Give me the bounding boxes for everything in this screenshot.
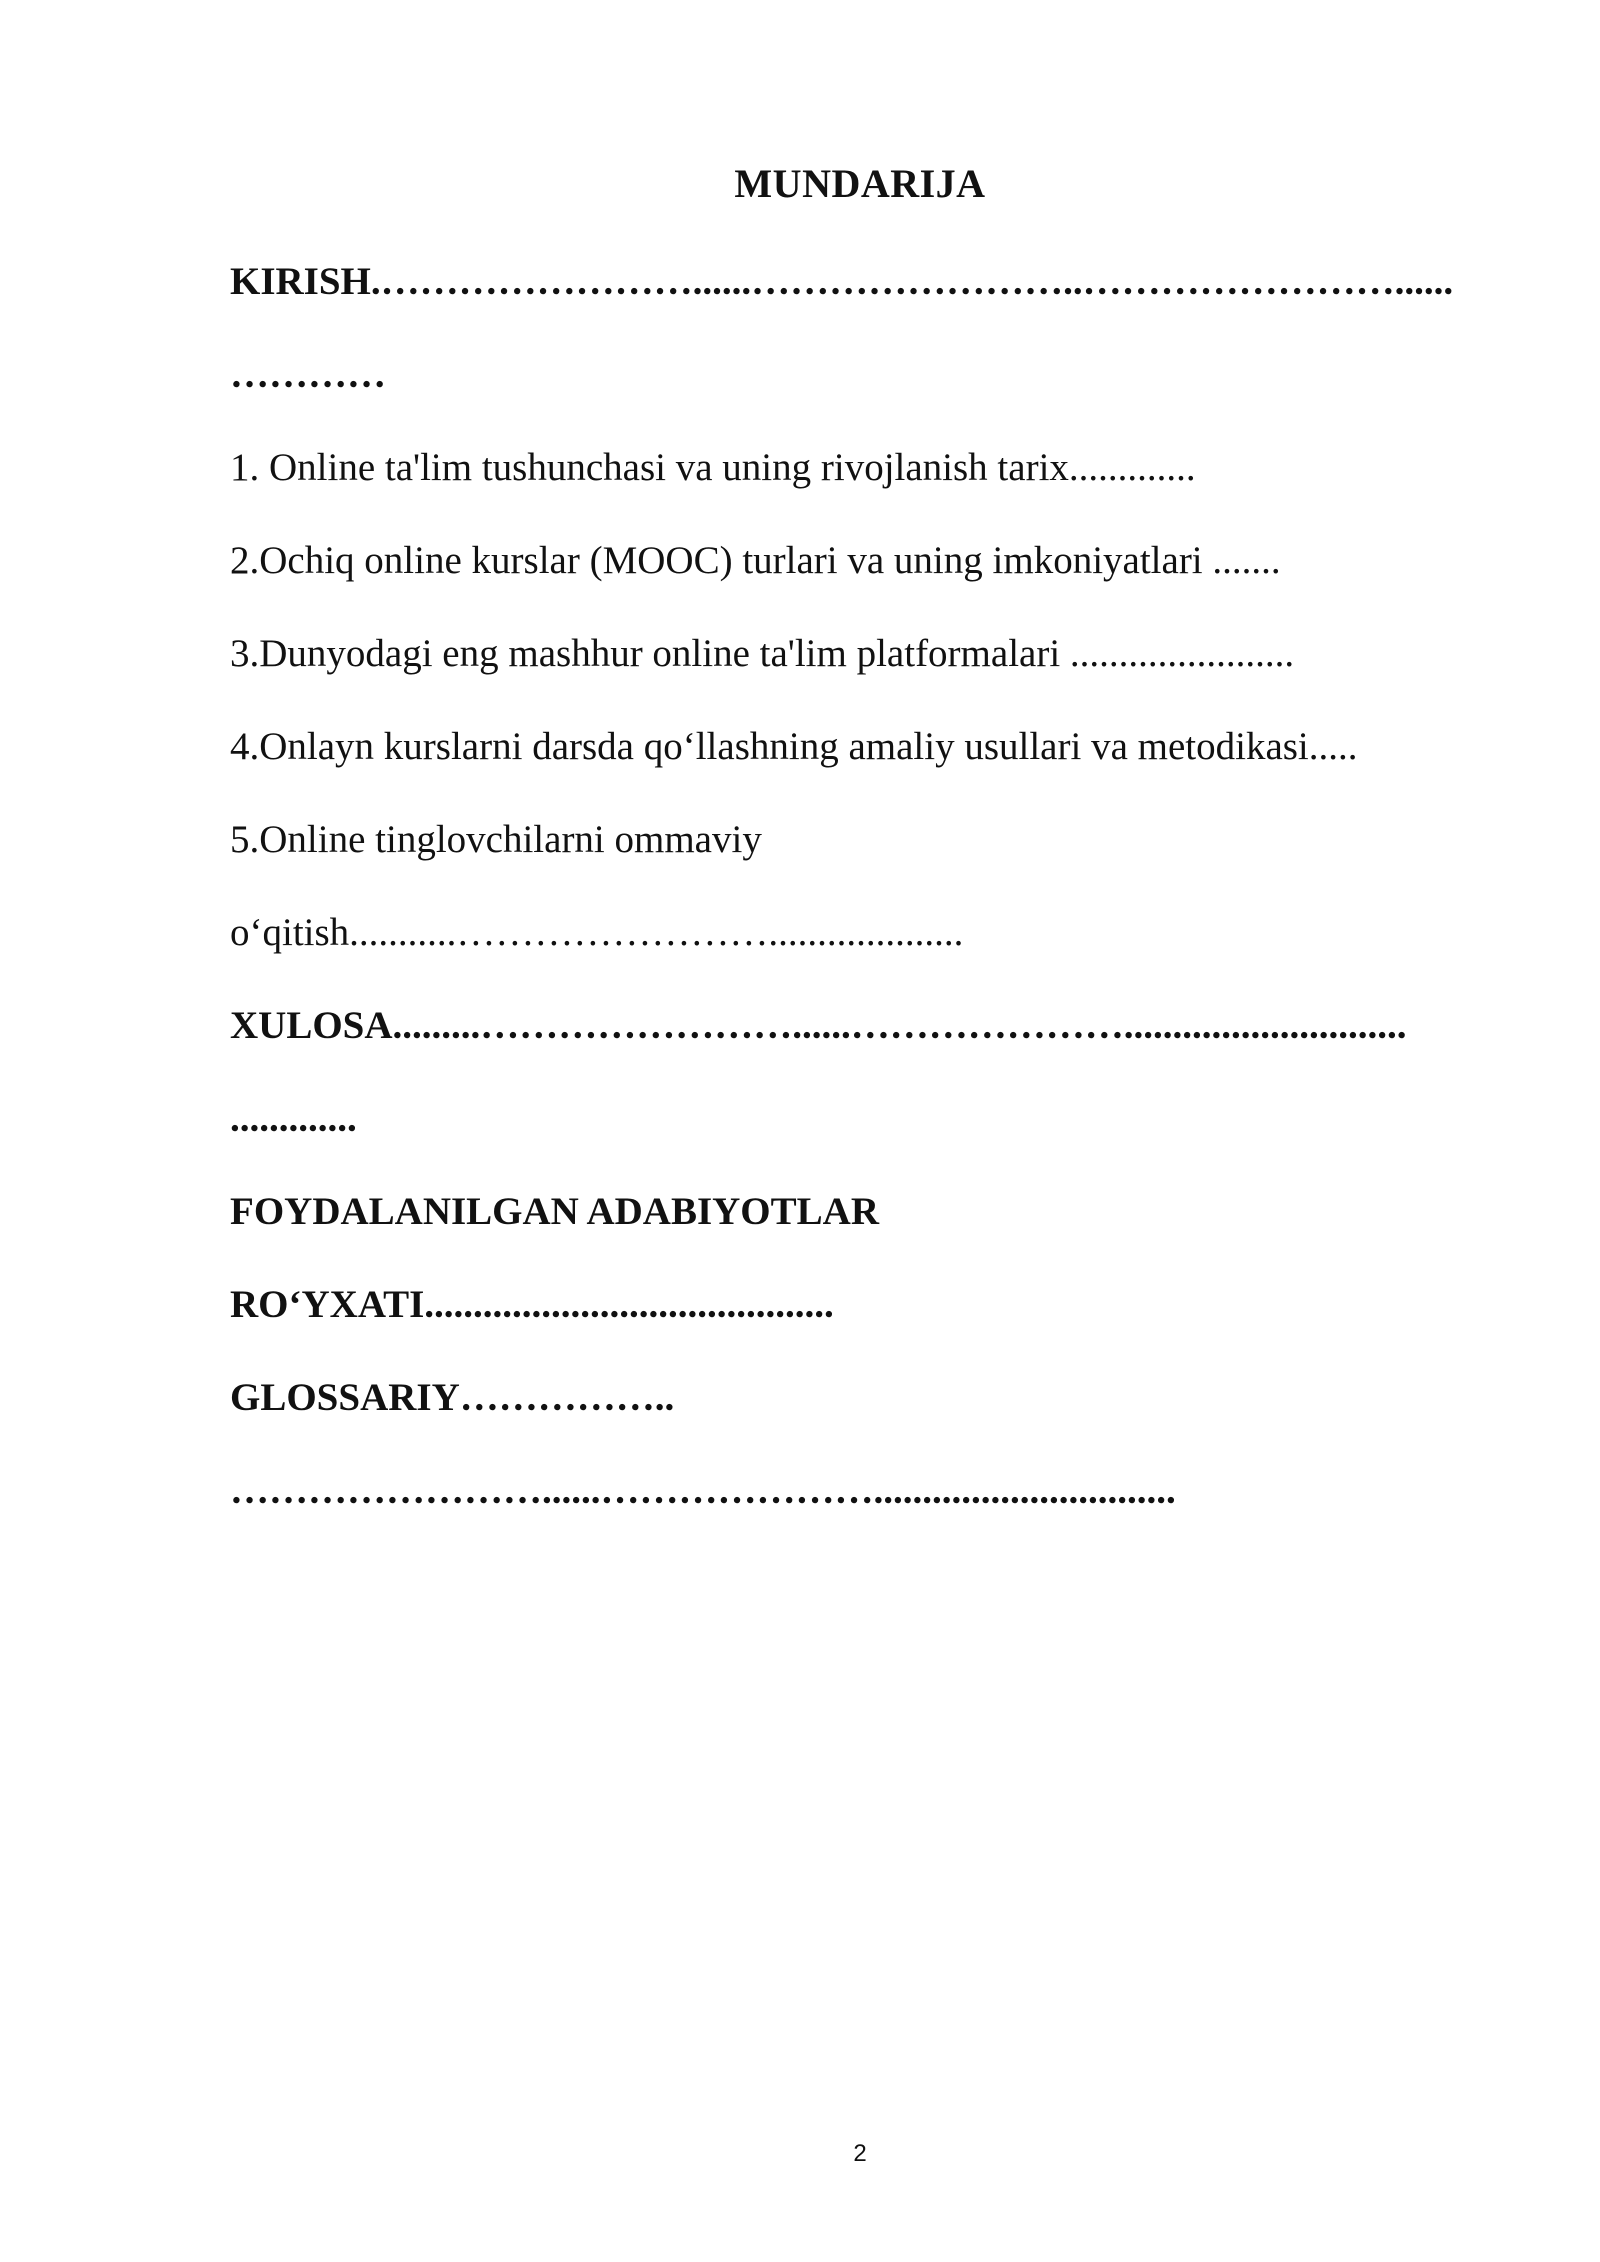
toc-entry-3: 3.Dunyodagi eng mashhur online ta'lim platformalari .......................	[230, 632, 1295, 675]
toc-entry-kirish: KIRISH.……………………......……………………..……………………......	[230, 260, 1454, 303]
toc-entry-4: 4.Onlayn kurslarni darsda qo‘llashning amaliy usullari va metodikasi.....	[230, 725, 1358, 768]
toc-entry-kirish-continuation: …………	[230, 353, 386, 396]
page-title: MUNDARIJA	[734, 161, 986, 206]
toc-entry-xulosa-continuation: .............	[230, 1097, 357, 1140]
toc-entry-1: 1. Online ta'lim tushunchasi va uning rivojlanish tarix.............	[230, 446, 1196, 489]
toc-entry-5: 5.Online tinglovchilarni ommaviy	[230, 818, 762, 861]
toc-entry-glossariy-continuation: ……………………......…………………...............................	[230, 1469, 1176, 1512]
toc-entry-2: 2.Ochiq online kurslar (MOOC) turlari va uning imkoniyatlari .......	[230, 539, 1281, 582]
toc-entry-royxati: RO‘YXATI..........................................	[230, 1283, 834, 1326]
toc-entry-glossariy: GLOSSARIY……………..	[230, 1376, 675, 1419]
page-number: 2	[853, 2140, 867, 2167]
toc-entry-5-continuation: o‘qitish...........……………………....................	[230, 911, 964, 954]
toc-entry-xulosa: XULOSA.........……………………......………………….............................	[230, 1004, 1407, 1047]
toc-entry-adabiyotlar: FOYDALANILGAN ADABIYOTLAR	[230, 1190, 879, 1233]
